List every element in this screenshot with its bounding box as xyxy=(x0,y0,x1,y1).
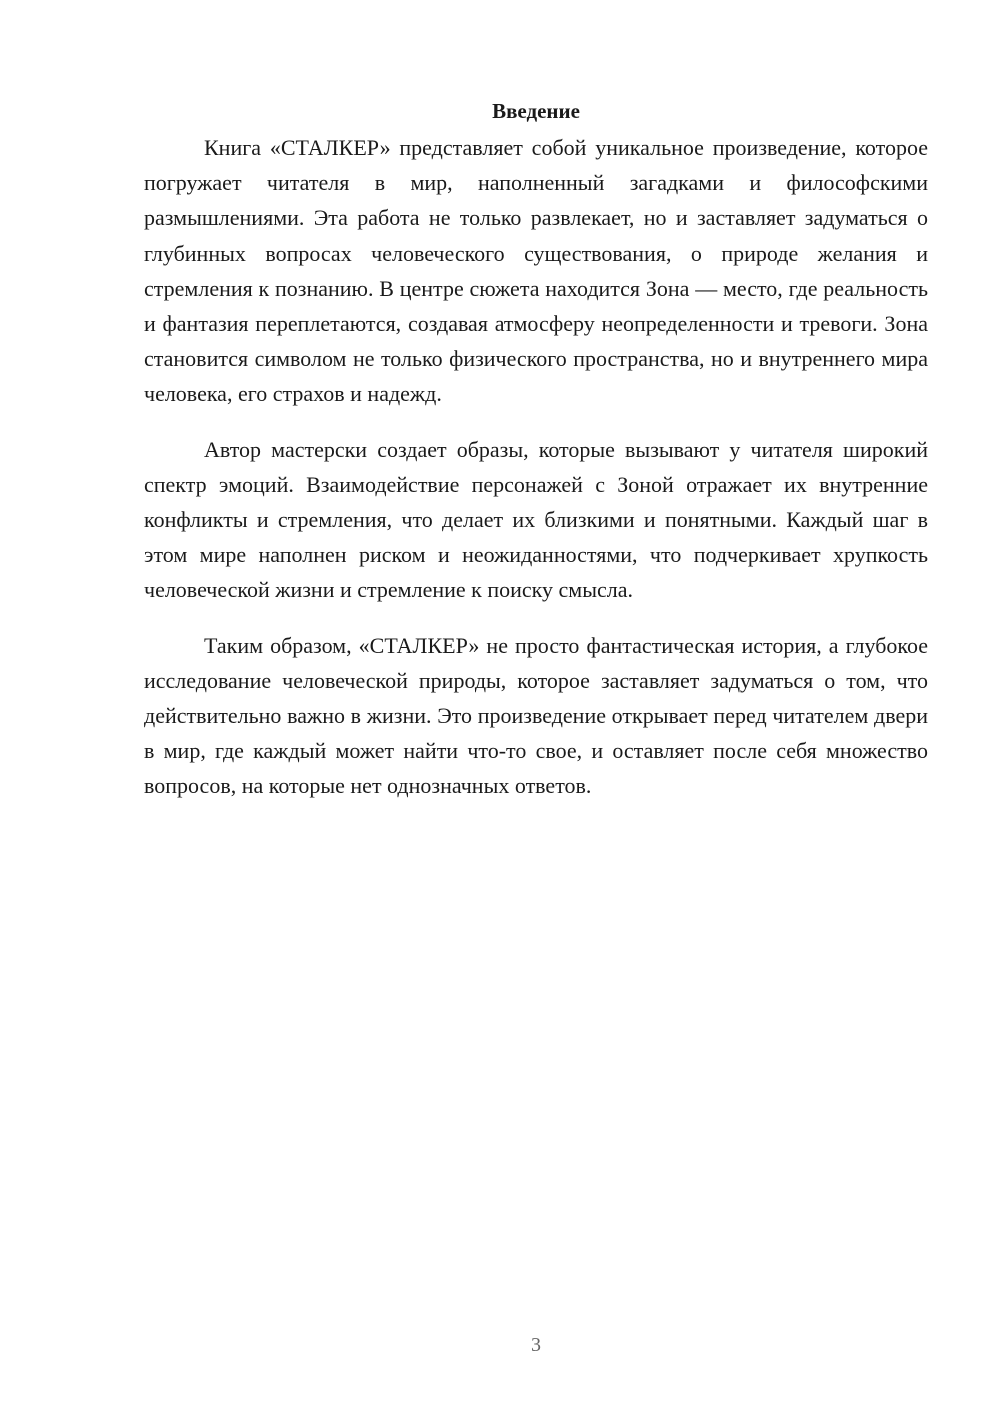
paragraph-2: Автор мастерски создает образы, которые вызывают у читателя широкий спектр эмоций. Взаимодействие персонажей с Зоной отражает их внутренние конфликты и стремления, что делает их близкими и понятными. Каждый шаг в этом мире наполнен риском и неожиданностями, что подчеркивает хрупкость человеческой жизни и стремление к поиску смысла. xyxy=(144,436,928,603)
document-body xyxy=(144,92,928,824)
paragraph-1: Книга «СТАЛКЕР» представляет собой уникальное произведение, которое погружает читателя в мир, наполненный загадками и философскими размышлениями. Эта работа не только развлекает, но и заставляет задуматься о глубинных вопросах человеческого существования, о природе желания и стремления к познанию. В центре сюжета находится Зона — место, где реальность и фантазия переплетаются, создавая атмосферу неопределенности и тревоги. Зона становится символом не только физического пространства, но и внутреннего мира человека, его страхов и надежд. xyxy=(144,135,928,407)
paragraph-3: Таким образом, «СТАЛКЕР» не просто фантастическая история, а глубокое исследование человеческой природы, которое заставляет задуматься о том, что действительно важно в жизни. Это произведение открывает перед читателем двери в мир, где каждый может найти что-то свое, и оставляет после себя множество вопросов, на которые нет однозначных ответов. xyxy=(144,632,928,799)
section-heading: Введение xyxy=(492,99,580,123)
page-number: 3 xyxy=(531,1334,541,1356)
